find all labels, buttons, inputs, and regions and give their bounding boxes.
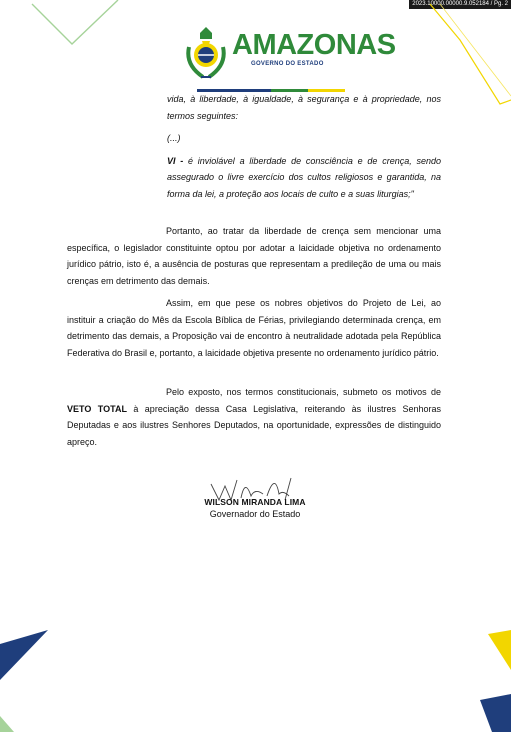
quote-item-label: VI - [167, 155, 184, 166]
paragraph-3-part-c: à apreciação dessa Casa Legislativa, reiterando às ilustres Senhoras Deputadas e aos ilustres Senhores Deputados, na oportunidade, expressões de distinguido apreço. [67, 403, 441, 447]
bottom-right-decoration [480, 630, 511, 732]
brand-title: AMAZONAS [232, 29, 396, 61]
brand-subtitle: GOVERNO DO ESTADO [251, 61, 324, 67]
paragraph-1-text: Portanto, ao tratar da liberdade de crença sem mencionar uma específica, o legislador constituinte optou por adotar a laicidade objetiva no ordenamento jurídico pátrio, isto é, a ausência de posturas que representam a predileção de uma ou mais crenças em detrimento das demais. [67, 226, 441, 286]
signatory-name: WILSON MIRANDA LIMA [204, 497, 306, 507]
paragraph-3-part-a: Pelo exposto, nos termos constitucionais, submeto os motivos de [166, 387, 441, 397]
paragraph-3-text [67, 384, 441, 450]
quote-item [167, 153, 441, 203]
quote-line: vida, à liberdade, à igualdade, à segurança e à propriedade, nos termos seguintes: [167, 94, 441, 121]
quote-item-text: é inviolável a liberdade de consciência e de crença, sendo assegurado o livre exercício dos cultos religiosos e garantida, na forma da lei, a proteção aos locais de culto e a suas liturgias;" [167, 155, 441, 199]
bottom-left-decoration [0, 630, 60, 732]
quoted-article [167, 91, 441, 203]
paragraph-3 [67, 384, 441, 450]
paragraph-2 [67, 295, 441, 361]
paragraph-1 [67, 223, 441, 289]
paragraph-2-text: Assim, em que pese os nobres objetivos do Projeto de Lei, ao instituir a criação do Mês da Escola Bíblica de Férias, privilegiando determinada crença, em detrimento das demais, a Proposição vai de encontro à neutralidade adotada pela República Federativa do Brasil e, portanto, a laicidade objetiva presente no ordenamento jurídico pátrio. [67, 298, 441, 358]
amazonas-coat-of-arms-icon [183, 25, 229, 81]
quote-ellipsis: (...) [167, 133, 181, 144]
document-id-stamp: 2023.10000.00000.9.052184 / Pg. 2 [409, 0, 511, 9]
veto-total-label: VETO TOTAL [67, 403, 127, 414]
letterhead [0, 22, 511, 94]
signatory-title: Governador do Estado [209, 509, 301, 519]
